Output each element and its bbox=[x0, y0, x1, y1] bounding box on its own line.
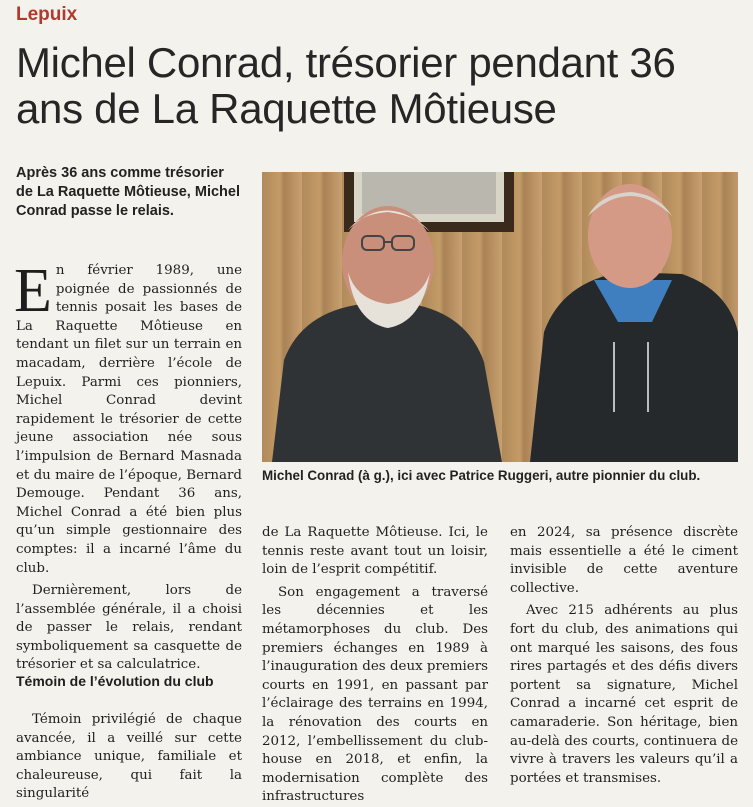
paragraph-1-text: n février 1989, une poignée de passionnés de tennis posait les bases de La Raquette Môtieuse en tendant un filet sur un terrain en macadam, derrière l’école de Lepuix. Parmi ces pionniers, Michel Conrad devint rapidement le trésorier de cette jeune association née sous l’impulsion de Bernard Masnada et du maire de l’époque, Bernard Demouge. Pendant 36 ans, Michel Conrad a été bien plus qu’un simple gestionnaire des comptes: il a incarné l’âme du club. bbox=[16, 263, 242, 576]
paragraph-2: Dernièrement, lors de l’assemblée générale, il a choisi de passer le relais, rendant symboliquement sa casquette de trésorier et sa calculatrice. bbox=[16, 583, 242, 673]
person-left bbox=[272, 206, 502, 462]
column-3 bbox=[510, 524, 738, 788]
paragraph-7: Avec 215 adhérents au plus fort du club, des animations qui ont marqué les saisons, des fous rires partagés et des défis divers portent sa signature, Michel Conrad a incarné cet esprit de camaraderie. Son héritage, bien au-delà des courts, continuera de vivre à travers les valeurs qu’il a portées et transmises. bbox=[510, 603, 738, 786]
article-photo bbox=[262, 172, 738, 462]
column-2 bbox=[262, 524, 488, 807]
article-lead: Après 36 ans comme trésorier de La Raquette Môtieuse, Michel Conrad passe le relais. bbox=[16, 165, 240, 219]
photo-illustration bbox=[262, 172, 738, 462]
paragraph-3: Témoin privilégié de chaque avancée, il a veillé sur cette ambiance unique, familiale et chaleureuse, qui fait la singularité bbox=[16, 712, 242, 802]
photo-caption: Michel Conrad (à g.), ici avec Patrice Ruggeri, autre pionnier du club. bbox=[262, 468, 701, 483]
column-1-continued bbox=[16, 711, 242, 804]
drop-cap: E bbox=[14, 257, 52, 325]
article-headline: Michel Conrad, trésorier pendant 36 ans de La Raquette Môtieuse bbox=[16, 39, 676, 132]
section-kicker: Lepuix bbox=[16, 4, 78, 25]
paragraph-4: de La Raquette Môtieuse. Ici, le tennis reste avant tout un loisir, loin de l’esprit compétitif. bbox=[262, 525, 488, 578]
paragraph-5: Son engagement a traversé les décennies et les métamorphoses du club. Des premiers échanges en 1989 à l’inauguration des deux premiers courts en 1991, en passant par l’éclairage des terrains en 1994, la rénovation des courts en 2012, l’embellissement du club-house en 2018, et enfin, la modernisation complète des infrastructures bbox=[262, 584, 488, 805]
paragraph-6: en 2024, sa présence discrète mais essentielle a été le ciment invisible de cette aventure collective. bbox=[510, 525, 738, 596]
column-1 bbox=[14, 257, 242, 675]
subheading: Témoin de l’évolution du club bbox=[16, 673, 214, 689]
person-right bbox=[530, 184, 738, 462]
paragraph-1 bbox=[14, 257, 242, 578]
